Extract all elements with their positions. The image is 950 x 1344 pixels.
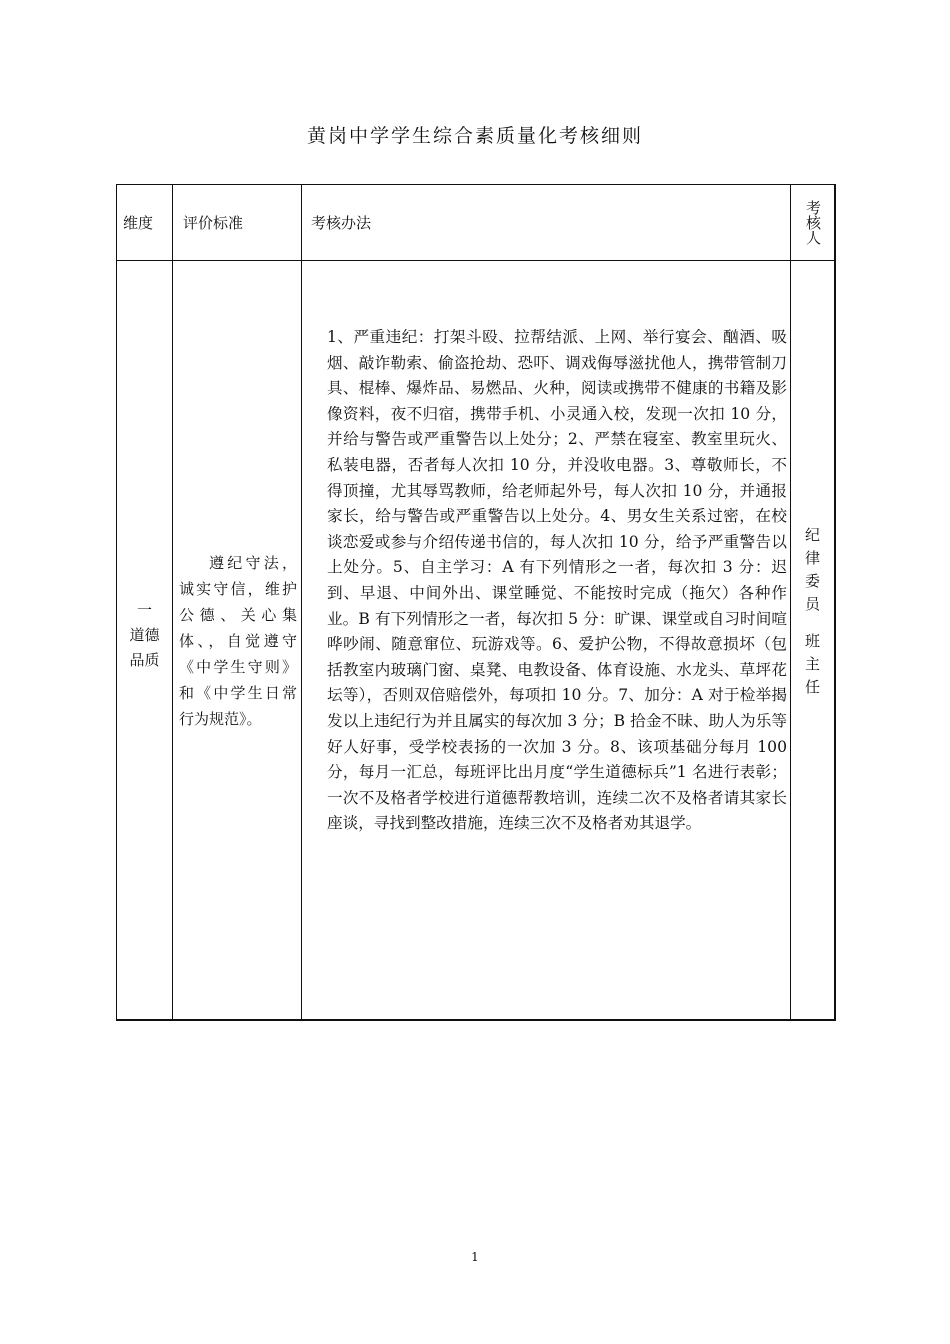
header-assessor xyxy=(793,185,833,260)
column-divider xyxy=(301,185,302,1019)
row-index: 一 xyxy=(136,601,152,619)
row-criteria: 遵纪守法，诚实守信，维护公德、关心集体、，自觉遵守《中学生守则》和《中学生日常行为规范》。 xyxy=(179,554,297,728)
row-dimension: 道德品质 xyxy=(129,626,160,669)
column-divider xyxy=(172,185,173,1019)
header-dimension: 维度 xyxy=(123,214,154,232)
header-assessor-text: 考核人 xyxy=(804,200,822,245)
row-method: 1、严重违纪：打架斗殴、拉帮结派、上网、举行宴会、酗酒、吸烟、敲诈勒索、偷盗抢劫、恐吓、调戏侮辱滋扰他人，携带管制刀具、棍棒、爆炸品、易燃品、火种，阅读或携带不健康的书籍及影像资料，夜不归宿，携带手机、小灵通入校，发现一次扣 10 分，并给与警告或严重警告以上处分；2、严禁在寝室、教室里玩火、私装电器，否者每人次扣 10 分，并没收电器。3、尊敬师长，不得顶撞，尤其辱骂教师，给老师起外号，每人次扣 10 分，并通报家长，给与警告或严重警告以上处分。4、男女生关系过密，在校谈恋爱或参与介绍传递书信的，每人次扣 10 分，给予严重警告以上处分。5、自主学习：A 有下列情形之一者，每次扣 3 分：迟到、早退、中间外出、课堂睡觉、不能按时完成（拖欠）各种作业。B 有下列情形之一者，每次扣 5 分：旷课、课堂或自习时间喧哗吵闹、随意窜位、玩游戏等。6、爱护公物，不得故意损坏（包括教室内玻璃门窗、桌凳、电教设备、体育设施、水龙头、草坪花坛等），否则双倍赔偿外，每项扣 10 分。7、加分：A 对于检举揭发以上违纪行为并且属实的每次加 3 分；B 拾金不昧、助人为乐等好人好事，受学校表扬的一次加 3 分。8、该项基础分每月 100 分，每月一汇总，每班评比出月度“学生道德标兵”1 名进行表彰；一次不及格者学校进行道德帮教培训，连续二次不及格者请其家长座谈，寻找到整改措施，连续三次不及格者劝其退学。 xyxy=(327,328,787,833)
header-divider xyxy=(117,260,834,261)
assessor-head-teacher: 班主任 xyxy=(803,633,821,702)
assessment-table xyxy=(116,184,836,1021)
header-method: 考核办法 xyxy=(311,214,372,232)
row-assessor xyxy=(791,527,833,702)
row-dimension-cell xyxy=(117,598,172,673)
page-title: 黄岗中学学生综合素质量化考核细则 xyxy=(306,125,643,147)
assessor-discipline-member: 纪律委员 xyxy=(803,527,821,619)
header-criteria: 评价标准 xyxy=(183,214,244,232)
page-number: 1 xyxy=(471,1250,479,1264)
